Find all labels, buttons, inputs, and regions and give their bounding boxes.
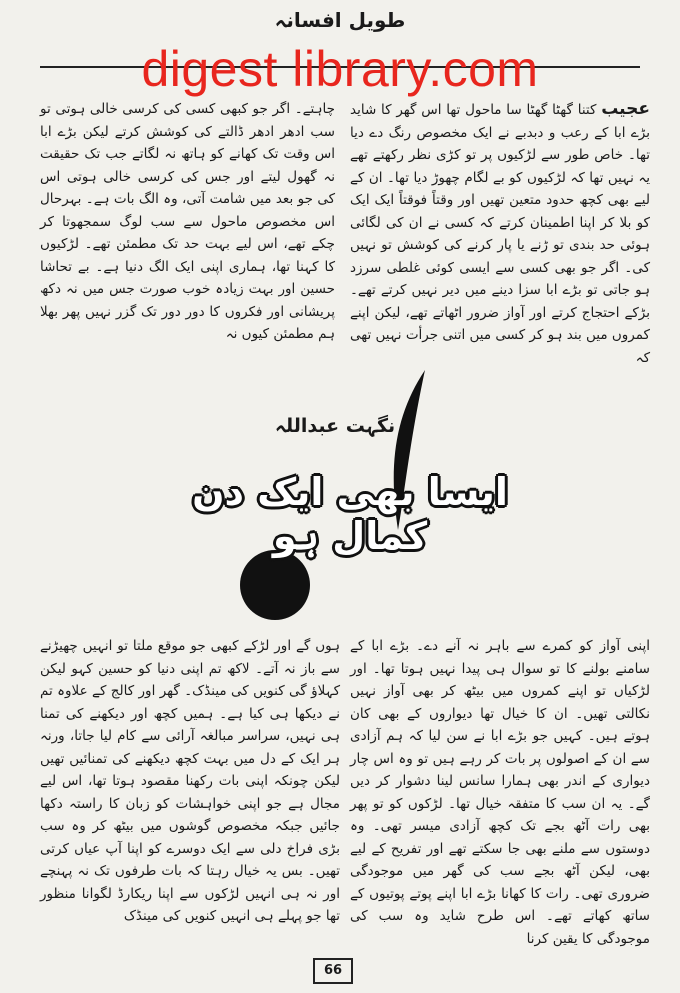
column-bottom-right <box>350 635 650 947</box>
column-text: چاہتے۔ اگر جو کبھی کسی کی کرسی خالی ہوتی تو سب ادھر ادھر ڈالتے کی کوشش کرتے لیکن بڑے ابا اس وقت تک کھانے کو ہاتھ نہ لگاتے جب تک حقیقت نہ گھول لیتے اور جس کی کرسی خالی ہوتی اس کی جو بعد میں شامت آتی، وہ الگ بات ہے۔ بہرحال اس مخصوص ماحول سے سب لوگ سمجھوتا کر چکے تھے، اس لیے بہت حد تک مطمئن تھے۔ لڑکیوں کا کہنا تھا، ہماری اپنی ایک الگ دنیا ہے۔ بے تحاشا حسین اور بہت زیادہ خوب صورت جس میں نہ دکھ پریشانی اور فکروں کا دور دور تک گزر نہیں پھر بھلا ہم مطمئن کیوں نہ <box>40 101 335 342</box>
section-title: طویل افسانہ <box>274 8 406 32</box>
column-text: کتنا گھٹا گھٹا سا ماحول تھا اس گھر کا شاید بڑے ابا کے رعب و دبدبے نے ایک مخصوص رنگ دے دیا تھا۔ خاص طور سے لڑکیوں پر تو کڑی نظر رکھتے تھے یہ نہیں تھا کہ لڑکیوں کو بے لگام چھوڑ دیا تھا۔ ان کے لیے بھی کچھ حدود متعین تھیں اور وقتاً فوقتاً ایک ایک کو بلا کر اپنا اطمینان کرتے کہ کسی نے ان کی لگائی ہوئی حد بندی تو ڑنے یا پار کرنے کی کوشش تو نہیں کی۔ اگر جو بھی کسی سے ایسی کوئی غلطی سرزد ہو جاتی تو بڑے ابا سزا دینے میں دیر نہیں کرتے تھے۔ بڑکے احتجاج کرتے اور آواز ضرور اٹھاتے تھے، لیکن اپنے کمروں میں بند ہو کر کسی میں اتنی جرأت نہیں تھی کہ <box>350 102 650 366</box>
column-text: ہوں گے اور لڑکے کبھی جو موقع ملتا تو انہیں چھیڑنے سے باز نہ آتے۔ لاکھ تم اپنی دنیا کو حسین کہو لیکن کہلاؤ گی کنویں کی مینڈک۔ گھر اور کالج کے علاوہ تم نے دیکھا ہی کیا ہے۔ ہمیں کچھ اور دیکھنے کی تمنا ہی نہیں، سراسر مبالغہ آرائی سے کام لیا جاتا، ورنہ ہر ایک کے دل میں بہت کچھ دیکھنے کی تمنائیں تھیں لیکن چونکہ اپنی بات رکھنا مقصود ہوتا تھا، اس لیے مجال ہے جو اپنی خواہشات کو زبان کا راستہ دکھا جائیں جبکہ مخصوص گوشوں میں بیٹھ کر وہ سب بڑی فراخ دلی سے ایک دوسرے کو اپنا آپ عیاں کرتی تھیں۔ بس یہ خیال رہتا کہ بات طرفوں تک نہ پہنچے اور نہ ہی انہیں لڑکوں سے اپنا ریکارڈ لگوانا منظور تھا جو پہلے ہی انہیں کنویں کی مینڈک <box>40 638 340 924</box>
column-bottom-left <box>40 635 340 935</box>
column-text: اپنی آواز کو کمرے سے باہر نہ آنے دے۔ بڑے ابا کے سامنے بولنے کا تو سوال ہی پیدا نہیں ہوتا تھا۔ اور لڑکیاں تو اپنے کمروں میں بیٹھ کر بھی آواز نہیں نکالتی تھیں۔ ان کا خیال تھا دیواروں کے بھی کان ہوتے ہیں۔ کہیں جو بڑے ابا نے سن لیا کہ ہم آزادی سے ان کے اصولوں پر بات کر رہے ہیں تو وہ اس چار دیواری کے اندر بھی ہمارا سانس لینا دشوار کر دیں گے۔ یہ ان سب کا متفقہ خیال تھا۔ لڑکوں کو تو پھر بھی رات آٹھ بجے تک کچھ آزادی میسر تھی۔ وہ دوستوں سے ملنے بھی جا سکتے تھے اور تفریح کے لیے بھی، لیکن آٹھ بجے سب کی گھر میں موجودگی ضروری تھی۔ رات کا کھانا بڑے ابا اپنے پوتے پوتیوں کے ساتھ کھاتے تھے۔ اس طرح شاید وہ سب کی موجودگی کا یقین کرنا <box>350 638 650 947</box>
page-number: 66 <box>313 958 353 984</box>
story-title: ایسا بھی ایک دن کمال ہو <box>192 470 508 558</box>
story-author: نگہت عبداللہ <box>274 415 396 437</box>
moon-circle <box>240 550 310 620</box>
column-top-left <box>40 98 335 368</box>
lead-word: عجیب <box>601 99 650 119</box>
watermark: digest library.com <box>141 41 539 97</box>
column-top-right <box>350 98 650 368</box>
